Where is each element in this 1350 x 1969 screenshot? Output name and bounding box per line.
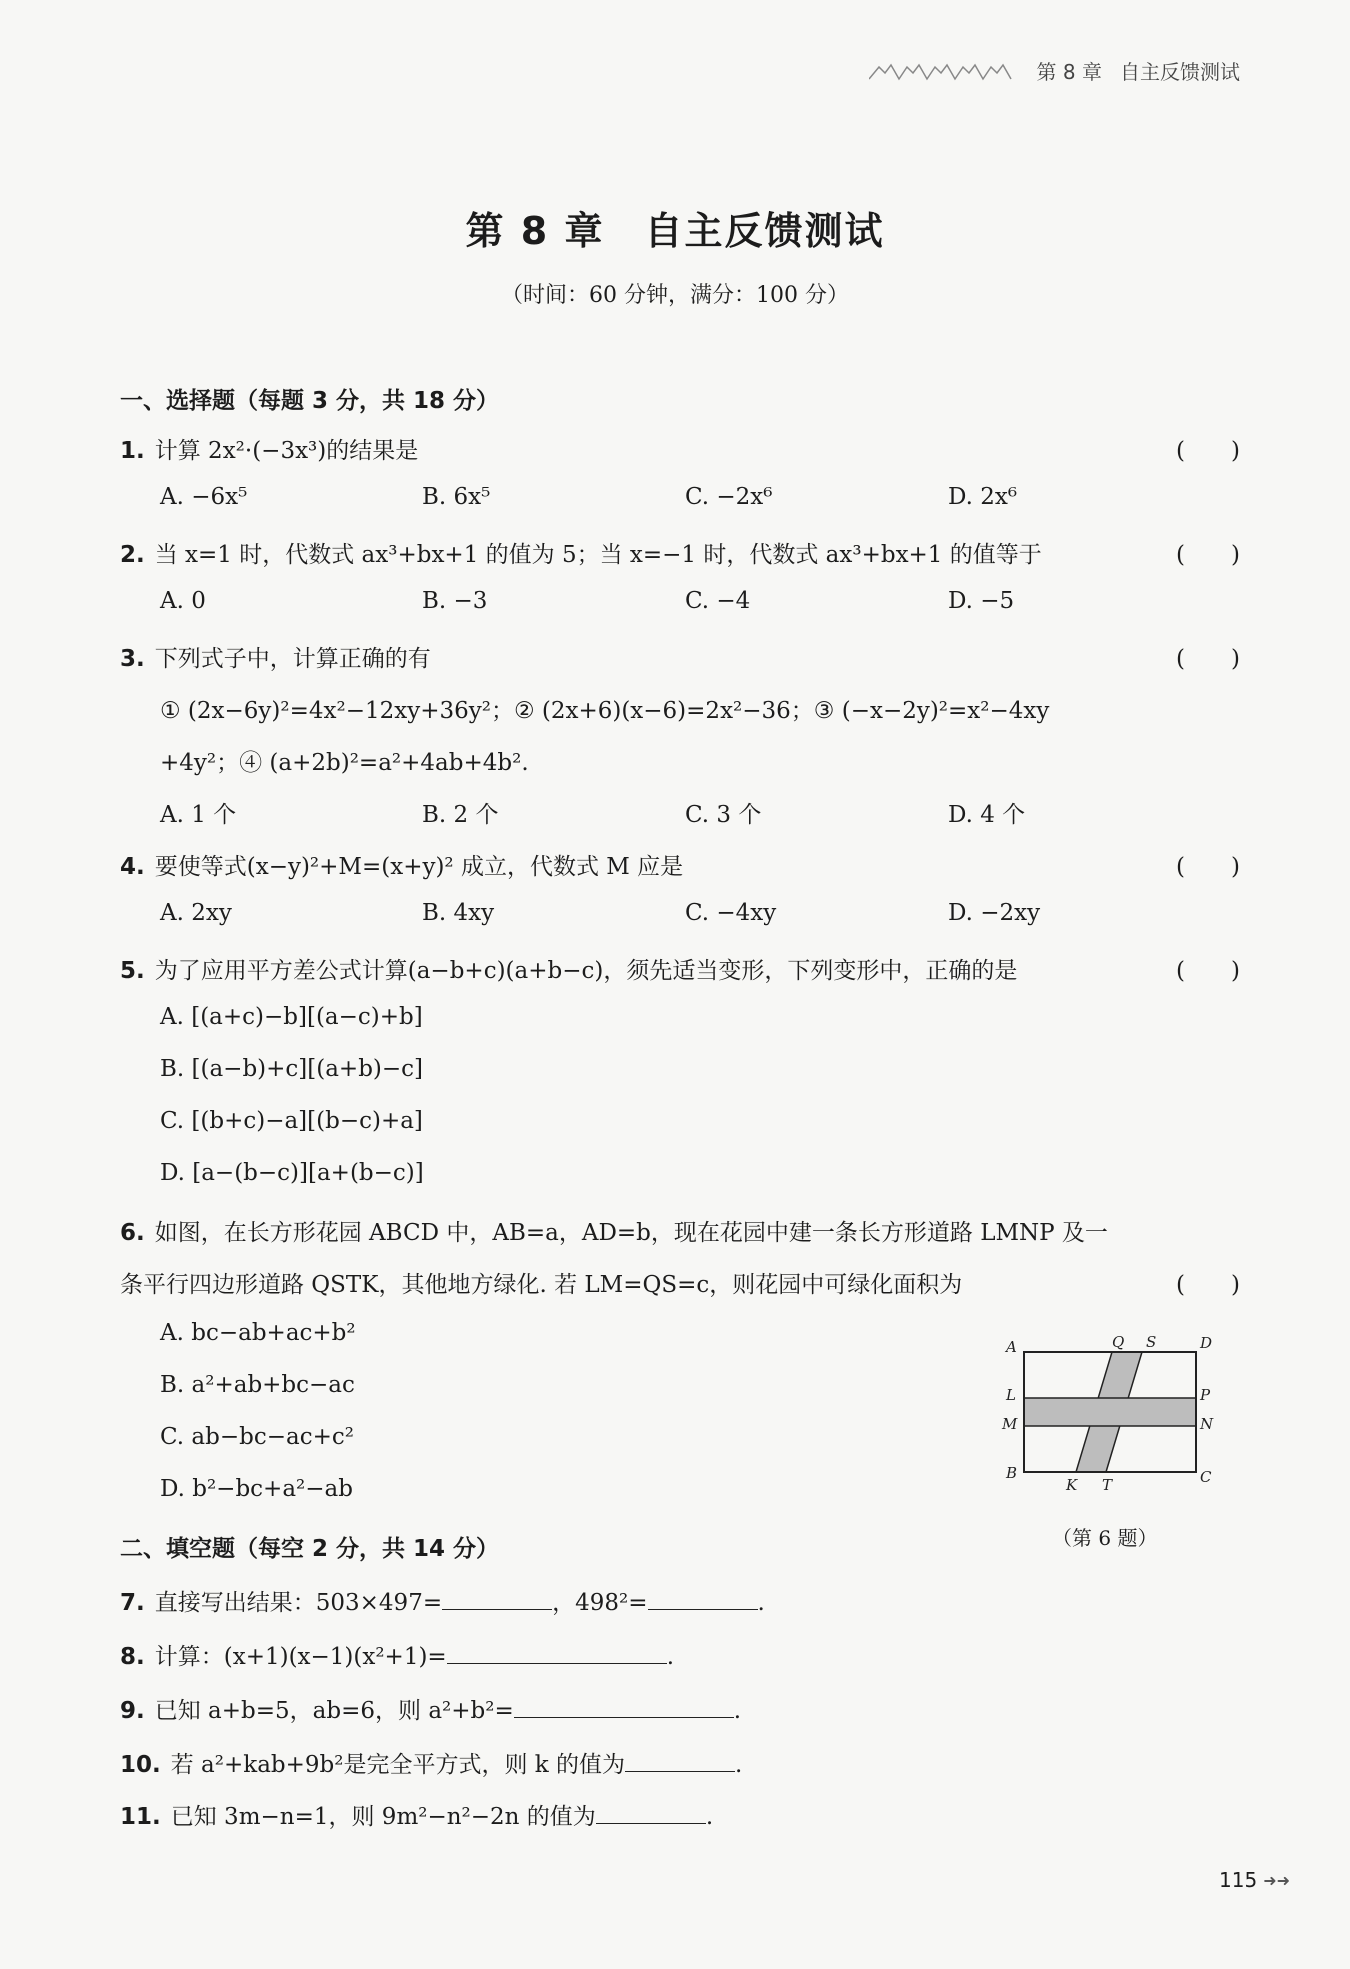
- answer-blank[interactable]: [514, 1695, 734, 1718]
- question-3: [120, 640, 1240, 673]
- option-a[interactable]: A. [(a+c)−b][(a−c)+b]: [160, 1004, 423, 1030]
- answer-paren[interactable]: ( ): [1176, 1272, 1240, 1298]
- answer-paren[interactable]: ( ): [1176, 438, 1240, 464]
- answer-blank[interactable]: [442, 1587, 552, 1610]
- question-text-mid: ，498²=: [552, 1590, 648, 1616]
- option-c[interactable]: C. −4xy: [685, 900, 777, 926]
- answer-paren[interactable]: ( ): [1176, 854, 1240, 880]
- answer-blank[interactable]: [447, 1641, 667, 1664]
- header-section: 自主反馈测试: [1120, 60, 1240, 84]
- page-number: [1219, 1868, 1290, 1892]
- option-a[interactable]: A. −6x⁵: [160, 484, 248, 510]
- label-k: K: [1066, 1476, 1078, 1494]
- question-7: [120, 1584, 1240, 1617]
- option-c[interactable]: C. ab−bc−ac+c²: [160, 1424, 354, 1450]
- question-number: 4.: [120, 854, 145, 880]
- option-d[interactable]: D. −5: [948, 588, 1015, 614]
- answer-blank[interactable]: [625, 1749, 735, 1772]
- option-c[interactable]: C. 3 个: [685, 802, 762, 828]
- question-number: 7.: [120, 1590, 145, 1616]
- question-2: [120, 536, 1240, 569]
- header-chapter: 第 8 章: [1036, 60, 1102, 84]
- page-title: 第 8 章 自主反馈测试: [465, 209, 885, 253]
- question-number: 2.: [120, 542, 145, 568]
- label-m: M: [1002, 1415, 1018, 1433]
- question-text-line-1: 如图，在长方形花园 ABCD 中，AB=a，AD=b，现在花园中建一条长方形道路 LMNP 及一: [154, 1220, 1108, 1246]
- label-b: B: [1006, 1464, 1018, 1482]
- label-n: N: [1200, 1415, 1214, 1433]
- question-3-statements-line-2: +4y²；④ (a+2b)²=a²+4ab+4b².: [160, 750, 529, 776]
- option-c[interactable]: C. −4: [685, 588, 751, 614]
- question-number: 1.: [120, 438, 145, 464]
- question-6-continued: [120, 1266, 1240, 1299]
- page-subtitle: （时间：60 分钟，满分：100 分）: [501, 283, 849, 308]
- option-d[interactable]: D. 4 个: [948, 802, 1026, 828]
- question-number: 10.: [120, 1752, 161, 1778]
- answer-paren[interactable]: ( ): [1176, 958, 1240, 984]
- question-6: [120, 1214, 1240, 1247]
- option-b[interactable]: B. 4xy: [422, 900, 495, 926]
- option-a[interactable]: A. 1 个: [160, 802, 237, 828]
- question-text: 当 x=1 时，代数式 ax³+bx+1 的值为 5；当 x=−1 时，代数式 ax³+bx+1 的值等于: [154, 542, 1042, 568]
- option-d[interactable]: D. 2x⁶: [948, 484, 1018, 510]
- section-heading-fill: 二、填空题（每空 2 分，共 14 分）: [120, 1536, 500, 1562]
- question-text: 已知 a+b=5，ab=6，则 a²+b²=: [154, 1698, 514, 1724]
- question-text: 直接写出结果：503×497=: [154, 1590, 443, 1616]
- label-c: C: [1200, 1468, 1212, 1486]
- period: .: [735, 1752, 743, 1778]
- label-a: A: [1006, 1338, 1017, 1356]
- label-d: D: [1200, 1334, 1213, 1352]
- question-text: 为了应用平方差公式计算(a−b+c)(a+b−c)，须先适当变形，下列变形中，正确的是: [154, 958, 1018, 984]
- answer-blank[interactable]: [648, 1587, 758, 1610]
- figure-caption: （第 6 题）: [1052, 1526, 1158, 1550]
- question-number: 11.: [120, 1804, 161, 1830]
- question-text: 要使等式(x−y)²+M=(x+y)² 成立，代数式 M 应是: [154, 854, 684, 880]
- answer-blank[interactable]: [596, 1801, 706, 1824]
- label-q: Q: [1112, 1333, 1125, 1351]
- question-text: 计算：(x+1)(x−1)(x²+1)=: [154, 1644, 447, 1670]
- label-p: P: [1200, 1386, 1211, 1404]
- option-c[interactable]: C. −2x⁶: [685, 484, 773, 510]
- option-b[interactable]: B. a²+ab+bc−ac: [160, 1372, 355, 1398]
- question-5: [120, 952, 1240, 985]
- section-heading-choice: 一、选择题（每题 3 分，共 18 分）: [120, 388, 500, 414]
- question-text: 下列式子中，计算正确的有: [154, 646, 431, 672]
- option-b[interactable]: B. −3: [422, 588, 488, 614]
- question-number: 6.: [120, 1220, 145, 1246]
- question-text: 计算 2x²·(−3x³)的结果是: [154, 438, 419, 464]
- option-a[interactable]: A. 2xy: [160, 900, 232, 926]
- option-b[interactable]: B. [(a−b)+c][(a+b)−c]: [160, 1056, 424, 1082]
- question-number: 9.: [120, 1698, 145, 1724]
- question-10: [120, 1746, 1240, 1779]
- question-number: 8.: [120, 1644, 145, 1670]
- question-text-line-2: 条平行四边形道路 QSTK，其他地方绿化. 若 LM=QS=c，则花园中可绿化面积为: [120, 1272, 963, 1298]
- running-header: [869, 56, 1240, 85]
- question-8: [120, 1638, 1240, 1671]
- option-c[interactable]: C. [(b+c)−a][(b−c)+a]: [160, 1108, 423, 1134]
- answer-paren[interactable]: ( ): [1176, 646, 1240, 672]
- question-number: 5.: [120, 958, 145, 984]
- option-d[interactable]: D. [a−(b−c)][a+(b−c)]: [160, 1160, 424, 1186]
- period: .: [666, 1644, 675, 1670]
- period: .: [705, 1804, 714, 1830]
- period: .: [733, 1698, 742, 1724]
- question-3-statements-line-1: ① (2x−6y)²=4x²−12xy+36y²；② (2x+6)(x−6)=2x²−36；③ (−x−2y)²=x²−4xy: [160, 698, 1050, 724]
- question-9: [120, 1692, 1240, 1725]
- rectangle-path-lmnp: [1024, 1398, 1196, 1426]
- question-4: [120, 848, 1240, 881]
- question-text: 若 a²+kab+9b²是完全平方式，则 k 的值为: [170, 1752, 626, 1778]
- question-text: 已知 3m−n=1，则 9m²−n²−2n 的值为: [170, 1804, 596, 1830]
- mountain-decoration-icon: [869, 61, 1019, 81]
- label-s: S: [1146, 1333, 1157, 1351]
- option-a[interactable]: A. bc−ab+ac+b²: [160, 1320, 356, 1346]
- arrow-right-icon: ➜➜: [1263, 1870, 1290, 1890]
- option-d[interactable]: D. b²−bc+a²−ab: [160, 1476, 353, 1502]
- garden-figure: [1000, 1330, 1220, 1500]
- period: .: [757, 1590, 765, 1616]
- question-1: [120, 432, 1240, 465]
- label-l: L: [1006, 1386, 1016, 1404]
- option-b[interactable]: B. 6x⁵: [422, 484, 491, 510]
- option-b[interactable]: B. 2 个: [422, 802, 499, 828]
- question-11: [120, 1798, 1240, 1831]
- answer-paren[interactable]: ( ): [1176, 542, 1240, 568]
- question-number: 3.: [120, 646, 145, 672]
- page-number-text: 115: [1219, 1868, 1258, 1892]
- option-d[interactable]: D. −2xy: [948, 900, 1041, 926]
- label-t: T: [1102, 1476, 1113, 1494]
- option-a[interactable]: A. 0: [160, 588, 206, 614]
